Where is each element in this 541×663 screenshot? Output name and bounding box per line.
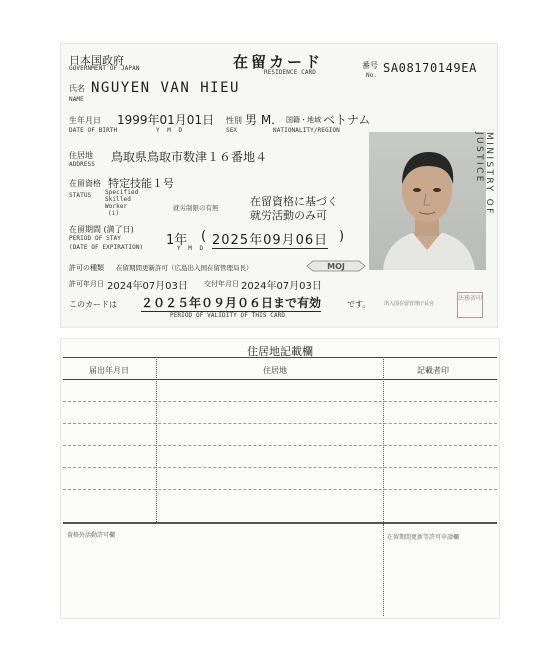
validity-suffix: です。 xyxy=(347,300,371,309)
period-label-en-1: PERIOD OF STAY xyxy=(69,235,121,242)
permission-type-label: 許可の種類 xyxy=(69,264,104,272)
work-restriction-label: 就労制限の有無 xyxy=(173,204,219,212)
issuer-jp: 日本国政府 xyxy=(69,54,124,67)
card-title-jp: 在留カード xyxy=(233,53,324,71)
lower-col-divider xyxy=(383,524,384,616)
number-label-en: No. xyxy=(366,72,378,79)
residence-card-back xyxy=(60,338,500,619)
period-ymd-letters: Y M D xyxy=(177,245,206,252)
moj-hologram-text: MOJ xyxy=(327,262,345,271)
sex-value: 男 M. xyxy=(245,113,275,127)
validity-label-jp: このカードは xyxy=(69,300,117,309)
validity-value: ２０２５年０９月０６日まで有効 xyxy=(141,296,322,310)
dob-label-jp: 生年月日 xyxy=(69,116,101,125)
back-title: 住居地記載欄 xyxy=(247,345,313,358)
work-restriction-value-1: 在留資格に基づく xyxy=(250,195,338,208)
residence-card-front xyxy=(60,43,498,328)
extra-activity-permit-label: 資格外活動許可欄 xyxy=(67,532,116,539)
permission-type-value: 在留期間更新許可（広島出入国在留管理局長） xyxy=(116,264,253,272)
issue-date-value: 2024年07月03日 xyxy=(241,281,322,292)
period-expiry-open-paren: ( xyxy=(201,229,207,244)
issuer-en: GOVERNMENT OF JAPAN xyxy=(69,65,140,72)
status-value-en-1: Specified xyxy=(105,189,139,196)
permit-date-label: 許可年月日 xyxy=(69,280,104,288)
sex-label-en: SEX xyxy=(226,127,238,134)
col-header-address: 住居地 xyxy=(263,366,287,375)
period-label-jp: 在留期間 (満了日) xyxy=(69,225,134,234)
dob-ymd-letters: Y M D xyxy=(156,127,185,134)
col-header-date: 届出年月日 xyxy=(89,366,129,375)
number-label-jp: 番号 xyxy=(362,61,378,70)
record-row xyxy=(63,467,497,468)
official-seal: 法務省印 xyxy=(457,292,483,318)
record-row xyxy=(63,489,497,490)
period-expiry: 2025年09月06日 xyxy=(212,229,328,249)
status-value-en-3: Worker xyxy=(105,203,128,210)
name-label-en: NAME xyxy=(69,96,84,103)
address-label-en: ADDRESS xyxy=(69,161,95,168)
header-bottom-rule xyxy=(63,379,497,380)
record-row xyxy=(63,445,497,446)
card-title-en: RESIDENCE CARD xyxy=(264,69,316,76)
dob-value: 1999年01月01日 xyxy=(117,113,215,127)
col-divider-2 xyxy=(383,357,384,522)
record-row xyxy=(63,401,497,402)
col-header-recorder: 記載者印 xyxy=(417,366,449,375)
sex-label-jp: 性別 xyxy=(226,116,242,125)
period-expiry-close-paren: ) xyxy=(339,229,345,244)
status-label-en: STATUS xyxy=(69,192,92,199)
moj-hologram xyxy=(303,260,369,272)
card-number: SA08170149EA xyxy=(383,61,477,75)
status-value-jp: 特定技能１号 xyxy=(108,177,174,190)
validity-label-en: PERIOD OF VALIDITY OF THIS CARD xyxy=(170,312,286,319)
status-value-en-4: (i) xyxy=(108,210,120,217)
holder-photo xyxy=(369,132,486,270)
minister-text: 出入国在留管理庁長官 xyxy=(384,301,435,307)
issue-date-label: 交付年月日 xyxy=(204,280,239,288)
record-row xyxy=(63,423,497,424)
extension-application-label: 在留期間更新等許可申請欄 xyxy=(387,534,460,541)
holder-name: NGUYEN VAN HIEU xyxy=(91,80,240,96)
nationality-label-en: NATIONALITY/REGION xyxy=(273,127,340,134)
name-label-jp: 氏名 xyxy=(69,84,85,93)
permit-date-value: 2024年07月03日 xyxy=(107,281,188,292)
address-label-jp: 住居地 xyxy=(69,151,93,160)
dob-label-en: DATE OF BIRTH xyxy=(69,127,118,134)
nationality-value: ベトナム xyxy=(323,113,371,127)
address-value: 鳥取県鳥取市数津１６番地４ xyxy=(111,150,268,164)
header-top-rule xyxy=(63,357,497,358)
col-divider-1 xyxy=(156,357,157,522)
ministry-of-justice-vertical-text: MINISTRY OF JUSTICE xyxy=(474,132,494,216)
work-restriction-value-2: 就労活動のみ可 xyxy=(250,209,327,222)
nationality-label-jp: 国籍・地域 xyxy=(286,116,321,124)
period-value: 1年 xyxy=(166,233,188,248)
period-label-en-2: (DATE OF EXPIRATION) xyxy=(69,244,144,251)
status-value-en-2: Skilled xyxy=(105,196,131,203)
status-label-jp: 在留資格 xyxy=(69,179,101,188)
section-divider xyxy=(63,522,497,524)
